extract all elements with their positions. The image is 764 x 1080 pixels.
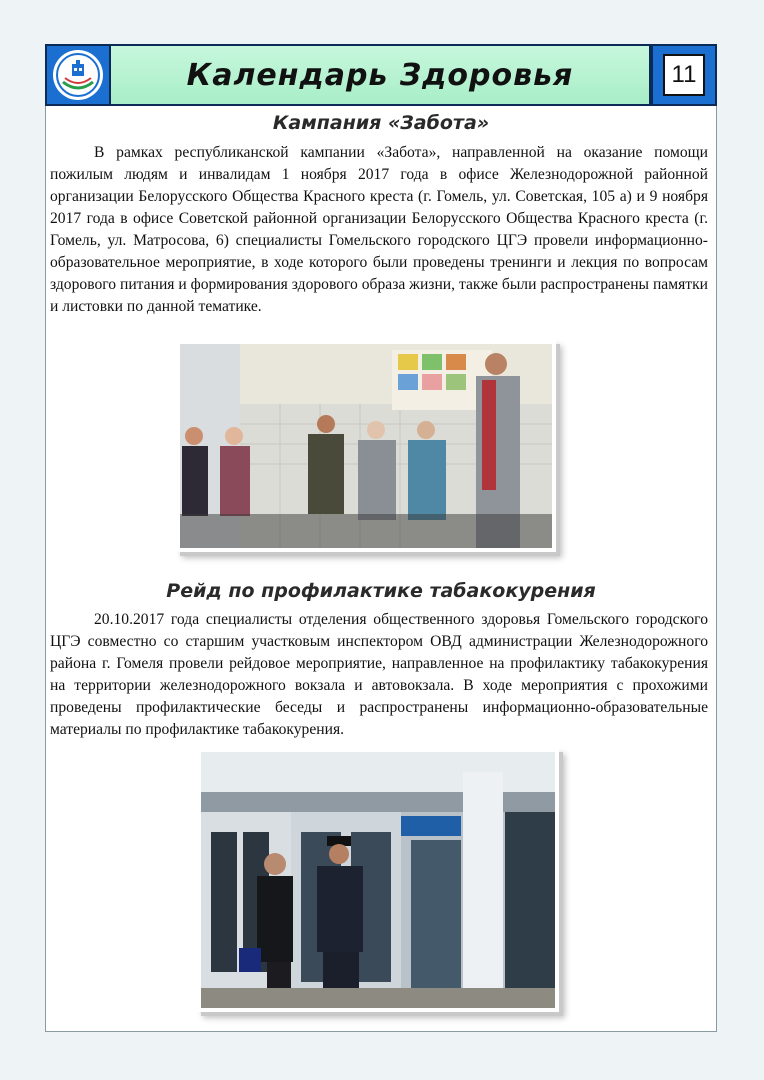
- page-number: 11: [663, 54, 705, 96]
- page-header: [45, 44, 717, 106]
- photo-station-raid: [197, 748, 559, 1012]
- section-title-zabota: Кампания «Забота»: [272, 112, 490, 134]
- section-paragraph-zabota: В рамках республиканской кампании «Забота», направленной на оказание помощи пожилым людям и инвалидам 1 ноября 2017 года в офисе Железнодорожной районной организации Белорусского Общества Красного креста (г. Гомель, ул. Советская, 105 а) и 9 ноября 2017 года в офисе Советской районной организации Белорусского Общества Красного креста (г. Гомель, ул. Матросова, 6) специалисты Гомельского городского ЦГЭ провели информационно-образовательное мероприятие, в ходе которого были проведены тренинги и лекция по вопросам здорового питания и формирования здорового образа жизни, также были распространены памятки и листовки по данной тематике.: [50, 144, 708, 315]
- cge-logo-icon: [53, 50, 103, 100]
- section-title-tobacco: Рейд по профилактике табакокурения: [166, 580, 596, 602]
- section-paragraph-tobacco: 20.10.2017 года специалисты отделения общественного здоровья Гомельского городского ЦГЭ совместно со старшим участковым инспектором ОВД администрации Железнодорожного района г. Гомеля провели рейдовое мероприятие, направленное на профилактику табакокурения на территории железнодорожного вокзала и автовокзала. В ходе мероприятия с прохожими проведены профилактические беседы и распространены информационно-образовательные материалы по профилактике табакокурения.: [50, 611, 708, 738]
- photo-seniors-meeting: [176, 340, 556, 552]
- logo-box: [45, 44, 111, 106]
- page-title: Календарь Здоровья: [186, 57, 574, 93]
- header-title-box: [109, 44, 651, 106]
- page-number-box: [651, 44, 717, 106]
